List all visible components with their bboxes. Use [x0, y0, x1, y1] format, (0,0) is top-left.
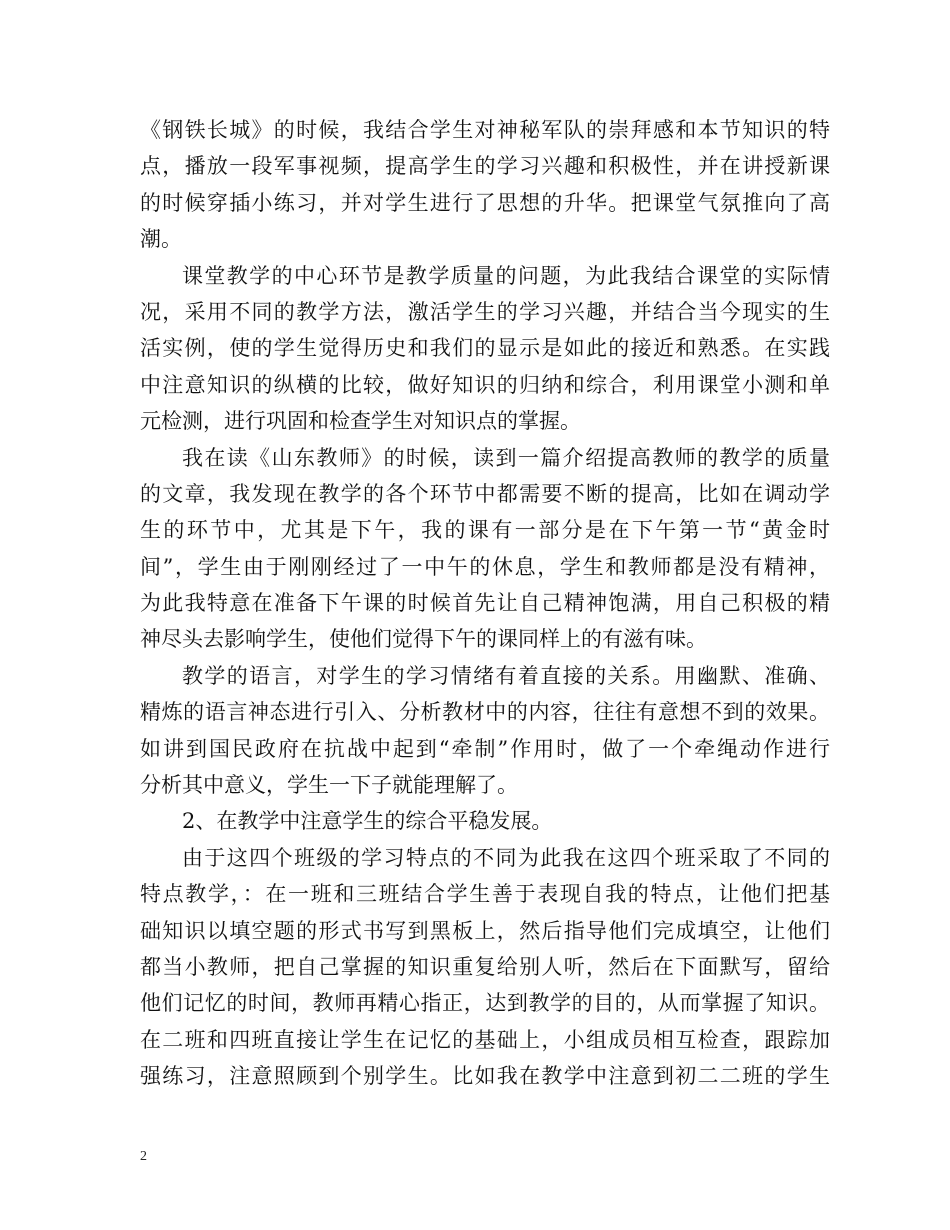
text-line: 中注意知识的纵横的比较，做好知识的归纳和综合，利用课堂小测和单 [140, 372, 830, 397]
text-line: 元检测，进行巩固和检查学生对知识点的掌握。 [140, 409, 581, 434]
body-text [140, 112, 830, 1095]
text-line: 教学的语言，对学生的学习情绪有着直接的关系。用幽默、准确、 [182, 663, 830, 688]
text-line: 在二班和四班直接让学生在记忆的基础上，小组成员相互检查，跟踪加 [140, 1027, 830, 1052]
text-line: 点，播放一段军事视频，提高学生的学习兴趣和积极性，并在讲授新课 [140, 154, 830, 179]
text-line: 潮。 [140, 227, 182, 252]
text-line: 间”，学生由于刚刚经过了一中午的休息，学生和教师都是没有精神， [140, 554, 830, 579]
page-number: 2 [140, 1149, 147, 1164]
text-line: 我在读《山东教师》的时候，读到一篇介绍提高教师的教学的质量 [182, 445, 830, 470]
text-line: 分析其中意义，学生一下子就能理解了。 [140, 773, 518, 798]
text-line: 神尽头去影响学生，使他们觉得下午的课同样上的有滋有味。 [140, 627, 707, 652]
text-line: 2、在教学中注意学生的综合平稳发展。 [182, 809, 553, 834]
text-line: 的时候穿插小练习，并对学生进行了思想的升华。把课堂气氛推向了高 [140, 190, 830, 215]
text-line: 活实例，使的学生觉得历史和我们的显示是如此的接近和熟悉。在实践 [140, 336, 830, 361]
text-line: 况，采用不同的教学方法，激活学生的学习兴趣，并结合当今现实的生 [140, 299, 830, 324]
text-line: 由于这四个班级的学习特点的不同为此我在这四个班采取了不同的 [182, 845, 830, 870]
text-line: 精炼的语言神态进行引入、分析教材中的内容，往往有意想不到的效果。 [140, 700, 830, 725]
text-line: 强练习，注意照顾到个别学生。比如我在教学中注意到初二二班的学生 [140, 1064, 830, 1089]
text-line: 础知识以填空题的形式书写到黑板上，然后指导他们完成填空，让他们 [140, 918, 830, 943]
text-line: 课堂教学的中心环节是教学质量的问题，为此我结合课堂的实际情 [182, 263, 830, 288]
text-line: 都当小教师，把自己掌握的知识重复给别人听，然后在下面默写，留给 [140, 954, 830, 979]
text-line: 生的环节中，尤其是下午，我的课有一部分是在下午第一节“黄金时 [140, 518, 830, 543]
text-line: 《钢铁长城》的时候，我结合学生对神秘军队的崇拜感和本节知识的特 [140, 118, 830, 142]
text-line: 如讲到国民政府在抗战中起到“牵制”作用时，做了一个牵绳动作进行 [140, 736, 830, 761]
text-line: 特点教学，：在一班和三班结合学生善于表现自我的特点，让他们把基 [140, 882, 830, 907]
text-line: 为此我特意在准备下午课的时候首先让自己精神饱满，用自己积极的精 [140, 591, 830, 616]
text-line: 他们记忆的时间，教师再精心指正，达到教学的目的，从而掌握了知识。 [140, 991, 830, 1016]
text-line: 的文章，我发现在教学的各个环节中都需要不断的提高，比如在调动学 [140, 481, 830, 506]
